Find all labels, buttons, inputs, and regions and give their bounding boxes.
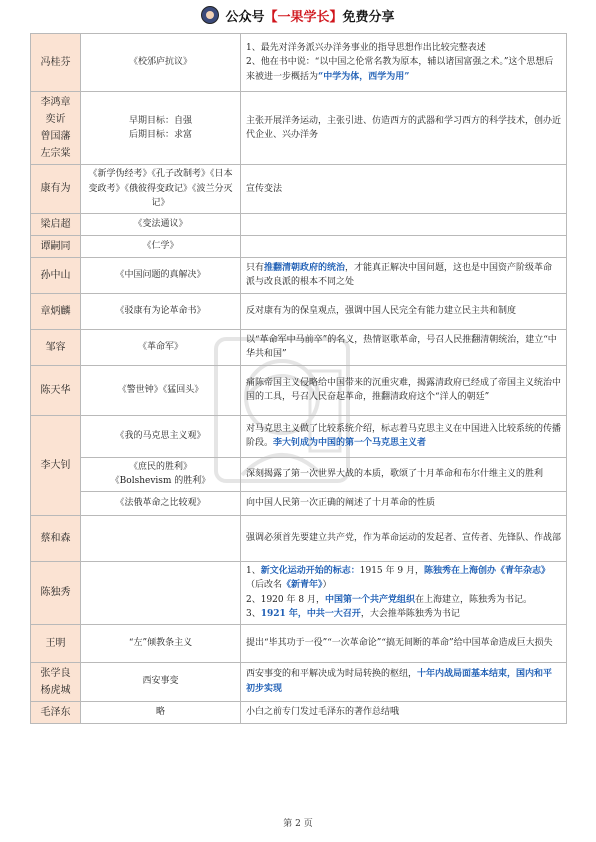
desc-text: 西安事变的和平解决成为时局转换的枢纽， (246, 669, 418, 679)
table-row (31, 365, 567, 415)
description-cell (241, 92, 567, 165)
desc-line (246, 636, 561, 651)
desc-line (246, 261, 561, 290)
work-cell (81, 92, 241, 165)
person-name: 蔡和森 (40, 532, 71, 544)
description-cell (241, 701, 567, 723)
highlight-text: 李大钊成为中国的第一个马克思主义者 (273, 438, 427, 448)
work-title: 早期目标：自强 (128, 115, 192, 126)
work-cell (81, 213, 241, 235)
table-row (31, 561, 567, 624)
work-cell (81, 491, 241, 515)
highlight-text: 推翻清朝政府的统治 (264, 262, 346, 273)
desc-text: 2、1920 年 8 月， (246, 594, 325, 605)
page-number: 第 2 页 (283, 819, 313, 829)
desc-line (246, 593, 561, 608)
person-name: 左宗棠 (40, 148, 71, 159)
work-title: 《驳康有为论革命书》 (115, 305, 206, 316)
desc-line (246, 114, 561, 143)
desc-text: 1、 (246, 565, 261, 576)
desc-text: 主张开展洋务运动，主张引进、仿造西方的武器和学习西方的科学技术，创办近代企业、兴办洋务 (246, 115, 562, 140)
person-name: 孙中山 (40, 269, 71, 281)
table-row (31, 165, 567, 214)
person-name: 梁启超 (40, 218, 71, 230)
desc-line (246, 422, 561, 451)
table-row (31, 329, 567, 365)
person-name-cell (31, 293, 81, 329)
work-title: 《革命军》 (137, 341, 183, 352)
highlight-text: “中学为体，西学为用” (318, 71, 410, 82)
desc-line (246, 564, 561, 593)
desc-line (246, 304, 561, 319)
work-title: 《警世钟》《猛回头》 (117, 384, 204, 395)
desc-text: 痛陈帝国主义侵略给中国带来的沉重灾难，揭露清政府已经成了帝国主义统治中国的工具，号召人民奋起革命，推翻清政府这个“洋人的朝廷” (246, 377, 562, 402)
person-name-cell (31, 213, 81, 235)
table-row (31, 257, 567, 293)
highlight-text: 中国第一个共产党组织 (324, 594, 415, 605)
work-title: 后期目标：求富 (128, 130, 192, 140)
highlight-text: 十年内战局面基本结束，国内和平初步实现 (246, 669, 553, 694)
desc-text: 向中国人民第一次正确的阐述了十月革命的性质 (246, 497, 436, 508)
table-row (31, 415, 567, 457)
work-cell (81, 561, 241, 624)
desc-text: 以“革命军中马前卒”的名义，热情讴歌革命，号召人民推翻清朝统治，建立“中华共和国” (246, 334, 557, 359)
work-title: 《Bolshevism 的胜利》 (110, 476, 211, 486)
highlight-text: 1921 年，中共一大召开 (260, 609, 361, 619)
work-cell (81, 34, 241, 92)
work-cell (81, 293, 241, 329)
desc-line (246, 55, 561, 84)
person-name: 杨虎城 (40, 684, 71, 696)
desc-text: 宣传变法 (246, 183, 283, 194)
desc-line (246, 667, 561, 696)
description-cell (241, 34, 567, 92)
work-cell (81, 515, 241, 561)
work-cell (81, 257, 241, 293)
work-cell (81, 624, 241, 662)
person-name: 张学良 (40, 667, 71, 679)
work-title: 《新学伪经考》《孔子改制考》《日本变政考》《俄彼得变政记》《波兰分灭记》 (88, 169, 233, 208)
description-cell (241, 293, 567, 329)
work-title: “左”倾教条主义 (128, 637, 193, 648)
table-row (31, 457, 567, 491)
person-name-cell (31, 515, 81, 561)
header-title: 公众号【一果学长】免费分享 (225, 9, 395, 25)
table-row (31, 515, 567, 561)
desc-text: 3、 (246, 609, 261, 619)
table-row (31, 92, 567, 165)
person-name-cell (31, 34, 81, 92)
description-cell (241, 257, 567, 293)
person-name-cell (31, 624, 81, 662)
description-cell (241, 662, 567, 701)
work-cell (81, 701, 241, 723)
person-name: 李大钊 (40, 459, 71, 471)
person-name: 陈独秀 (40, 587, 71, 598)
person-name-cell (31, 662, 81, 701)
work-cell (81, 329, 241, 365)
desc-text: 深刻揭露了第一次世界大战的本质，歌颂了十月革命和布尔什维主义的胜利 (246, 468, 544, 479)
work-title: 《法俄革命之比较观》 (115, 497, 206, 508)
table-row (31, 293, 567, 329)
desc-line (246, 41, 561, 56)
desc-text: ，才能真正解决中国问题，这也是中国资产阶级革命派与改良派的根本不同之处 (246, 262, 553, 287)
work-cell (81, 365, 241, 415)
person-name-cell (31, 701, 81, 723)
desc-text: 反对康有为的保皇观点，强调中国人民完全有能力建立民主共和制度 (246, 305, 517, 316)
desc-text: 1915 年 9 月， (359, 565, 424, 576)
person-name: 曾国藩 (40, 131, 71, 142)
person-name: 康有为 (40, 183, 71, 195)
person-name: 陈天华 (40, 384, 71, 396)
person-name-cell (31, 561, 81, 624)
desc-line (246, 496, 561, 511)
figures-table (30, 33, 567, 724)
person-name-cell (31, 329, 81, 365)
avatar-icon (201, 6, 219, 24)
desc-text: 2、他在书中说：“以中国之伦常名教为原本，辅以诸国富强之术。”这个思想后来被进一步概括为 (246, 57, 554, 82)
desc-text: 1、最先对洋务派兴办洋务事业的指导思想作出比较完整表述 (246, 42, 486, 53)
desc-text: 对马克思主义做了比较系统介绍，标志着马克思主义在中国进入比较系统的传播阶段。 (246, 423, 562, 448)
desc-text: 小白之前专门发过毛泽东的著作总结哦 (246, 706, 400, 717)
table-row (31, 624, 567, 662)
description-cell (241, 457, 567, 491)
description-cell (241, 415, 567, 457)
person-name: 章炳麟 (40, 305, 71, 317)
person-name: 毛泽东 (40, 706, 71, 718)
description-cell (241, 165, 567, 214)
desc-text: 只有 (246, 262, 265, 273)
person-name: 冯桂芬 (40, 57, 71, 68)
description-cell (241, 329, 567, 365)
person-name: 奕䜣 (45, 114, 66, 125)
desc-text: 在上海建立，陈独秀为书记。 (414, 594, 532, 605)
desc-text: 强调必须首先要建立共产党，作为革命运动的发起者、宣传者、先锋队、作战部 (246, 532, 562, 543)
desc-line (246, 333, 561, 362)
person-name: 邹容 (45, 341, 66, 353)
desc-line (246, 531, 561, 546)
person-name-cell (31, 415, 81, 515)
highlight-text: 陈独秀在上海创办《青年杂志》 (423, 565, 550, 576)
desc-text: （后改名 (246, 580, 283, 590)
desc-line (246, 467, 561, 482)
work-cell (81, 165, 241, 214)
highlight-text: 新文化运动开始的标志： (260, 565, 360, 576)
work-title: 《仁学》 (142, 240, 179, 251)
table-row (31, 235, 567, 257)
work-cell (81, 415, 241, 457)
table-row (31, 701, 567, 723)
work-cell (81, 235, 241, 257)
page-header (0, 0, 596, 30)
person-name-cell (31, 365, 81, 415)
work-title: 略 (155, 706, 165, 717)
description-cell (241, 213, 567, 235)
person-name-cell (31, 257, 81, 293)
description-cell (241, 515, 567, 561)
description-cell (241, 365, 567, 415)
person-name: 王明 (45, 637, 66, 649)
person-name: 李鸿章 (40, 97, 71, 108)
desc-line (246, 376, 561, 405)
description-cell (241, 235, 567, 257)
work-title: 《中国问题的真解决》 (115, 269, 206, 280)
desc-line (246, 705, 561, 720)
desc-text: 提出“毕其功于一役”“一次革命论”“搞无间断的革命”给中国革命造成巨大损失 (246, 637, 553, 648)
person-name-cell (31, 235, 81, 257)
description-cell (241, 561, 567, 624)
person-name: 谭嗣同 (40, 240, 71, 252)
work-title: 《我的马克思主义观》 (115, 430, 206, 441)
table-row (31, 662, 567, 701)
person-name-cell (31, 92, 81, 165)
person-name-cell (31, 165, 81, 214)
work-cell (81, 457, 241, 491)
work-cell (81, 662, 241, 701)
work-title: 《校邠庐抗议》 (128, 57, 192, 68)
work-title: 《变法通议》 (133, 218, 188, 229)
desc-line (246, 607, 561, 622)
desc-text: ，大会推举陈独秀为书记 (360, 609, 460, 619)
table-row (31, 213, 567, 235)
desc-text: ） (322, 580, 332, 590)
table-row (31, 491, 567, 515)
work-title: 西安事变 (142, 676, 179, 687)
table-row (31, 34, 567, 92)
desc-line (246, 182, 561, 197)
highlight-text: 《新青年》 (282, 580, 323, 590)
description-cell (241, 491, 567, 515)
description-cell (241, 624, 567, 662)
work-title: 《庶民的胜利》 (128, 461, 192, 472)
